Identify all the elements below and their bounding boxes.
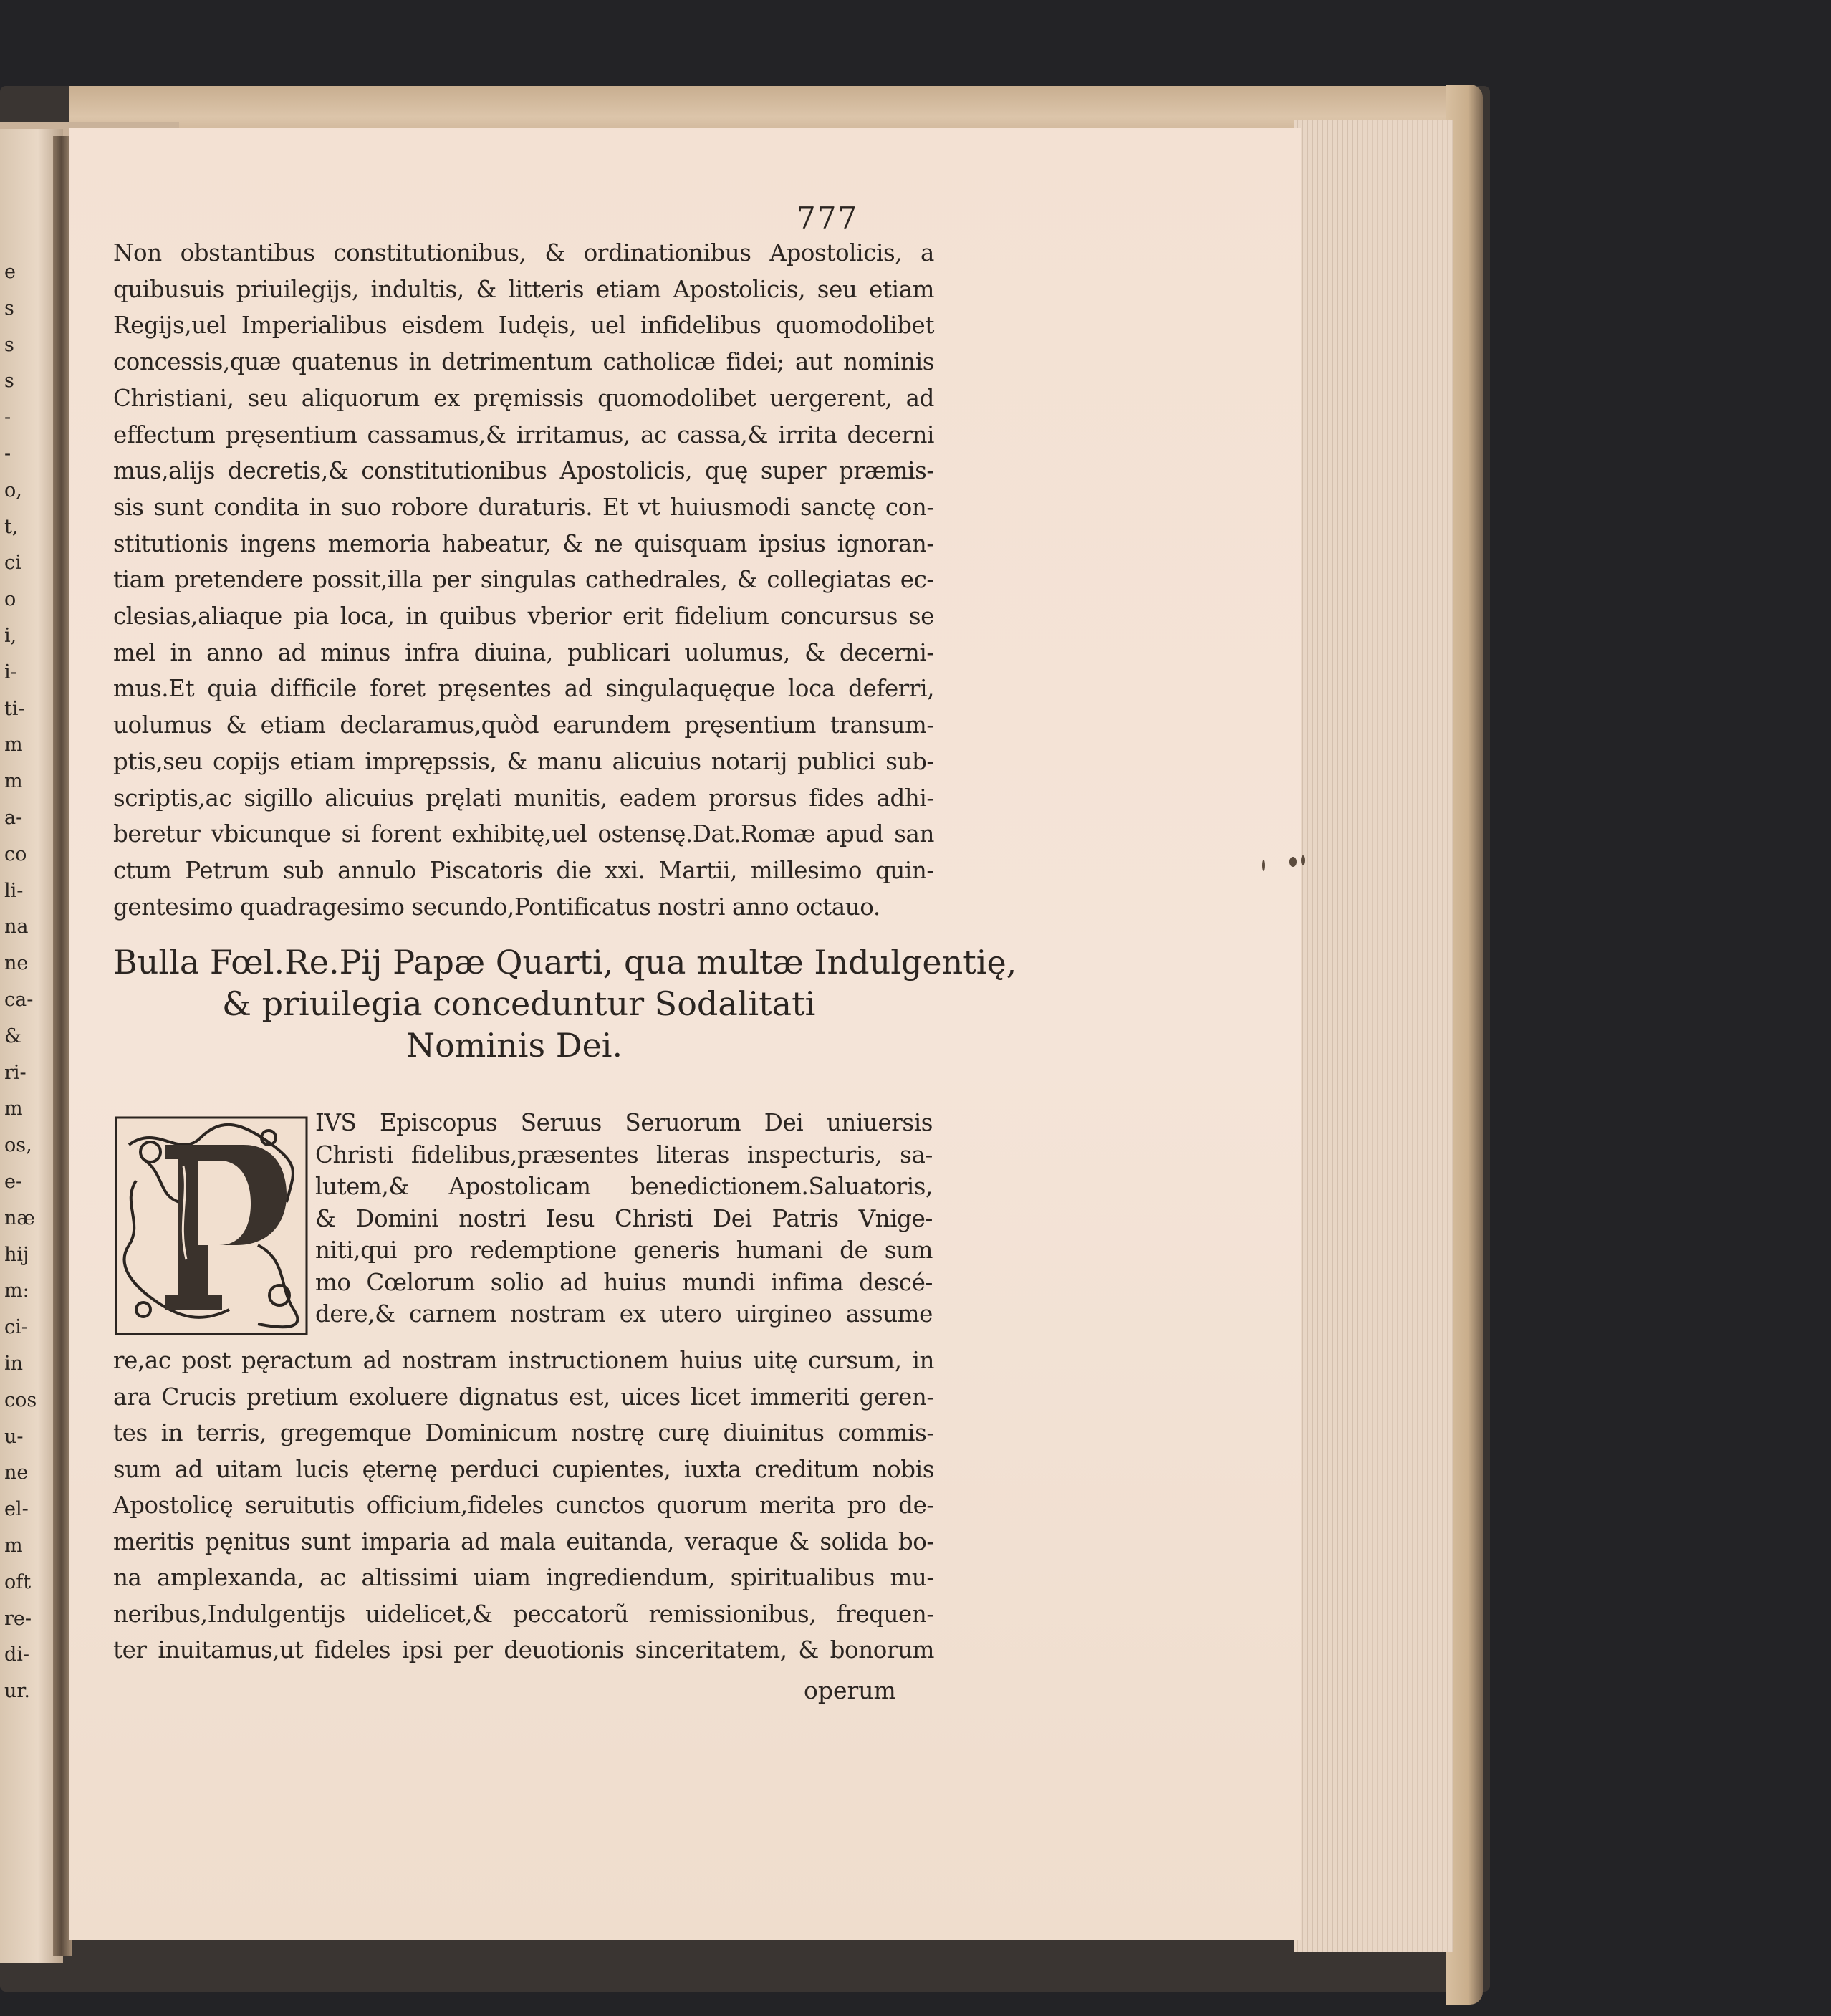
text-line: meritis pęnitus sunt imparia ad mala euitanda, veraque & solida bo-: [113, 1527, 934, 1555]
left-page-fragment: ti-: [4, 697, 25, 720]
left-page-fragment: s: [4, 297, 14, 320]
text-line: niti,qui pro redemptione generis humani de sum: [315, 1237, 933, 1264]
left-page-fragment: di-: [4, 1643, 30, 1666]
text-line: ter inuitamus,ut fideles ipsi per deuotionis sinceritatem, & bonorum: [113, 1636, 934, 1664]
left-page-fragment: m: [4, 1535, 23, 1557]
left-page-fragment: el-: [4, 1498, 29, 1521]
left-page-fragment: ne: [4, 952, 29, 975]
text-line: mel in anno ad minus infra diuina, publicari uolumus, & decerni-: [113, 638, 934, 666]
text-line: gentesimo quadragesimo secundo,Pontificatus nostri anno octauo.: [113, 893, 880, 921]
text-line: tiam pretendere possit,illa per singulas cathedrales, & collegiatas ec-: [113, 566, 934, 594]
text-line: ara Crucis pretium exoluere dignatus est, uices licet immeriti geren-: [113, 1383, 934, 1411]
left-page-fragment: in: [4, 1353, 24, 1375]
decorated-initial: [115, 1116, 308, 1335]
text-line: Non obstantibus constitutionibus, & ordinationibus Apostolicis, a: [113, 239, 934, 267]
text-line: neribus,Indulgentijs uidelicet,& peccatorũ remissionibus, frequen-: [113, 1600, 934, 1628]
text-line: ptis,seu copijs etiam imprępssis, & manu alicuius notarij publici sub-: [113, 747, 934, 775]
left-page-fragment: m:: [4, 1280, 29, 1302]
left-page-fragment: -: [4, 406, 11, 429]
left-page-fragment: re-: [4, 1607, 32, 1630]
page-number: 777: [797, 201, 859, 236]
heading-line: & priuilegia conceduntur Sodalitati: [222, 984, 816, 1023]
text-line: re,ac post pęractum ad nostram instructionem huius uitę cursum, in: [113, 1347, 934, 1374]
text-line: IVS Episcopus Seruus Seruorum Dei uniuersis: [315, 1109, 933, 1136]
page-edges: [1294, 120, 1453, 1952]
left-page-fragment: m: [4, 770, 23, 793]
text-line: Christi fidelibus,præsentes literas inspecturis, sa-: [315, 1141, 933, 1168]
left-page-fragment: &: [4, 1024, 22, 1047]
text-line: quibusuis priuilegijs, indultis, & litteris etiam Apostolicis, seu etiam: [113, 275, 934, 303]
text-line: sis sunt condita in suo robore duraturis. Et vt huiusmodi sanctę con-: [113, 493, 934, 521]
left-page-fragment: os,: [4, 1134, 32, 1157]
left-page-fragment: -: [4, 443, 11, 465]
decorated-initial-p-icon: [115, 1116, 308, 1335]
left-page-fragment: u-: [4, 1425, 24, 1448]
text-line: lutem,& Apostolicam benedictionem.Saluatoris,: [315, 1173, 933, 1200]
text-line: Regijs,uel Imperialibus eisdem Iudęis, uel infidelibus quomodolibet: [113, 312, 934, 340]
left-page-fragment: co: [4, 843, 27, 865]
left-page-fragment: ci: [4, 552, 21, 575]
heading-line: Bulla Fœl.Re.Pij Papæ Quarti, qua multæ Indulgentię,: [113, 943, 1017, 981]
heading-line: Nominis Dei.: [405, 1026, 623, 1065]
left-page-fragment: a-: [4, 807, 23, 829]
text-line: mo Cœlorum solio ad huius mundi infima descé-: [315, 1268, 933, 1296]
catchword: operum: [804, 1676, 896, 1704]
text-line: sum ad uitam lucis ęternę perduci cupientes, iuxta creditum nobis: [113, 1455, 934, 1483]
text-line: Apostolicę seruitutis officium,fideles cunctos quorum merita pro de-: [113, 1492, 934, 1519]
left-page-fragment: ri-: [4, 1061, 27, 1084]
left-page-fragment: i-: [4, 661, 17, 683]
text-line: & Domini nostri Iesu Christi Dei Patris Vnige-: [315, 1204, 933, 1232]
text-line: mus.Et quia difficile foret pręsentes ad singulaquęque loca deferri,: [113, 675, 934, 703]
left-page-fragment: hij: [4, 1243, 29, 1266]
text-line: uolumus & etiam declaramus,quòd earundem pręsentium transum-: [113, 711, 934, 739]
paper-speck: [1262, 860, 1265, 871]
text-line: stitutionis ingens memoria habeatur, & ne quisquam ipsius ignoran-: [113, 529, 934, 557]
left-page-fragment: m: [4, 1098, 23, 1120]
text-line: Christiani, seu aliquorum ex pręmissis quomodolibet uergerent, ad: [113, 384, 934, 412]
left-page-fragment: o: [4, 588, 16, 611]
text-line: concessis,quæ quatenus in detrimentum catholicæ fidei; aut nominis: [113, 348, 934, 376]
text-line: ctum Petrum sub annulo Piscatoris die xxi. Martii, millesimo quin-: [113, 856, 934, 884]
left-page-fragment: ca-: [4, 989, 34, 1011]
left-page-fragment: oft: [4, 1570, 32, 1593]
text-line: tes in terris, gregemque Dominicum nostrę curę diuinitus commis-: [113, 1419, 934, 1446]
left-page-fragment: m: [4, 734, 23, 757]
book-top-board: [69, 86, 1473, 130]
left-page-fragment: t,: [4, 515, 19, 538]
left-page-fragment: li-: [4, 879, 24, 902]
left-page-fragment: e-: [4, 1171, 23, 1193]
text-line: effectum pręsentium cassamus,& irritamus, ac cassa,& irrita decerni: [113, 421, 934, 448]
text-line: beretur vbicunque si forent exhibitę,uel ostensę.Dat.Romæ apud san: [113, 820, 934, 848]
paper-speck: [1289, 857, 1297, 867]
left-page-fragment: s: [4, 370, 14, 393]
left-page-fragment: ci-: [4, 1316, 28, 1339]
left-page-fragment: s: [4, 333, 14, 356]
left-page-fragment: cos: [4, 1388, 37, 1411]
left-page-fragment: na: [4, 916, 29, 939]
text-line: clesias,aliaque pia loca, in quibus vberior erit fidelium concursus se: [113, 603, 934, 630]
left-page-fragment: e: [4, 261, 16, 283]
text-line: na amplexanda, ac altissimi uiam ingrediendum, spiritualibus mu-: [113, 1564, 934, 1591]
text-line: scriptis,ac sigillo alicuius pręlati munitis, eadem prorsus fides adhi-: [113, 784, 934, 812]
left-page-fragment: i,: [4, 625, 17, 647]
left-page-fragment: o,: [4, 479, 22, 501]
paper-speck: [1301, 855, 1305, 865]
text-line: dere,& carnem nostram ex utero uirgineo assume: [315, 1300, 933, 1328]
left-page-fragment: ur.: [4, 1680, 30, 1703]
left-page-fragment: ne: [4, 1461, 29, 1484]
text-line: mus,alijs decretis,& constitutionibus Apostolicis, quę super præmis-: [113, 457, 934, 485]
left-page-fragment: næ: [4, 1206, 35, 1229]
